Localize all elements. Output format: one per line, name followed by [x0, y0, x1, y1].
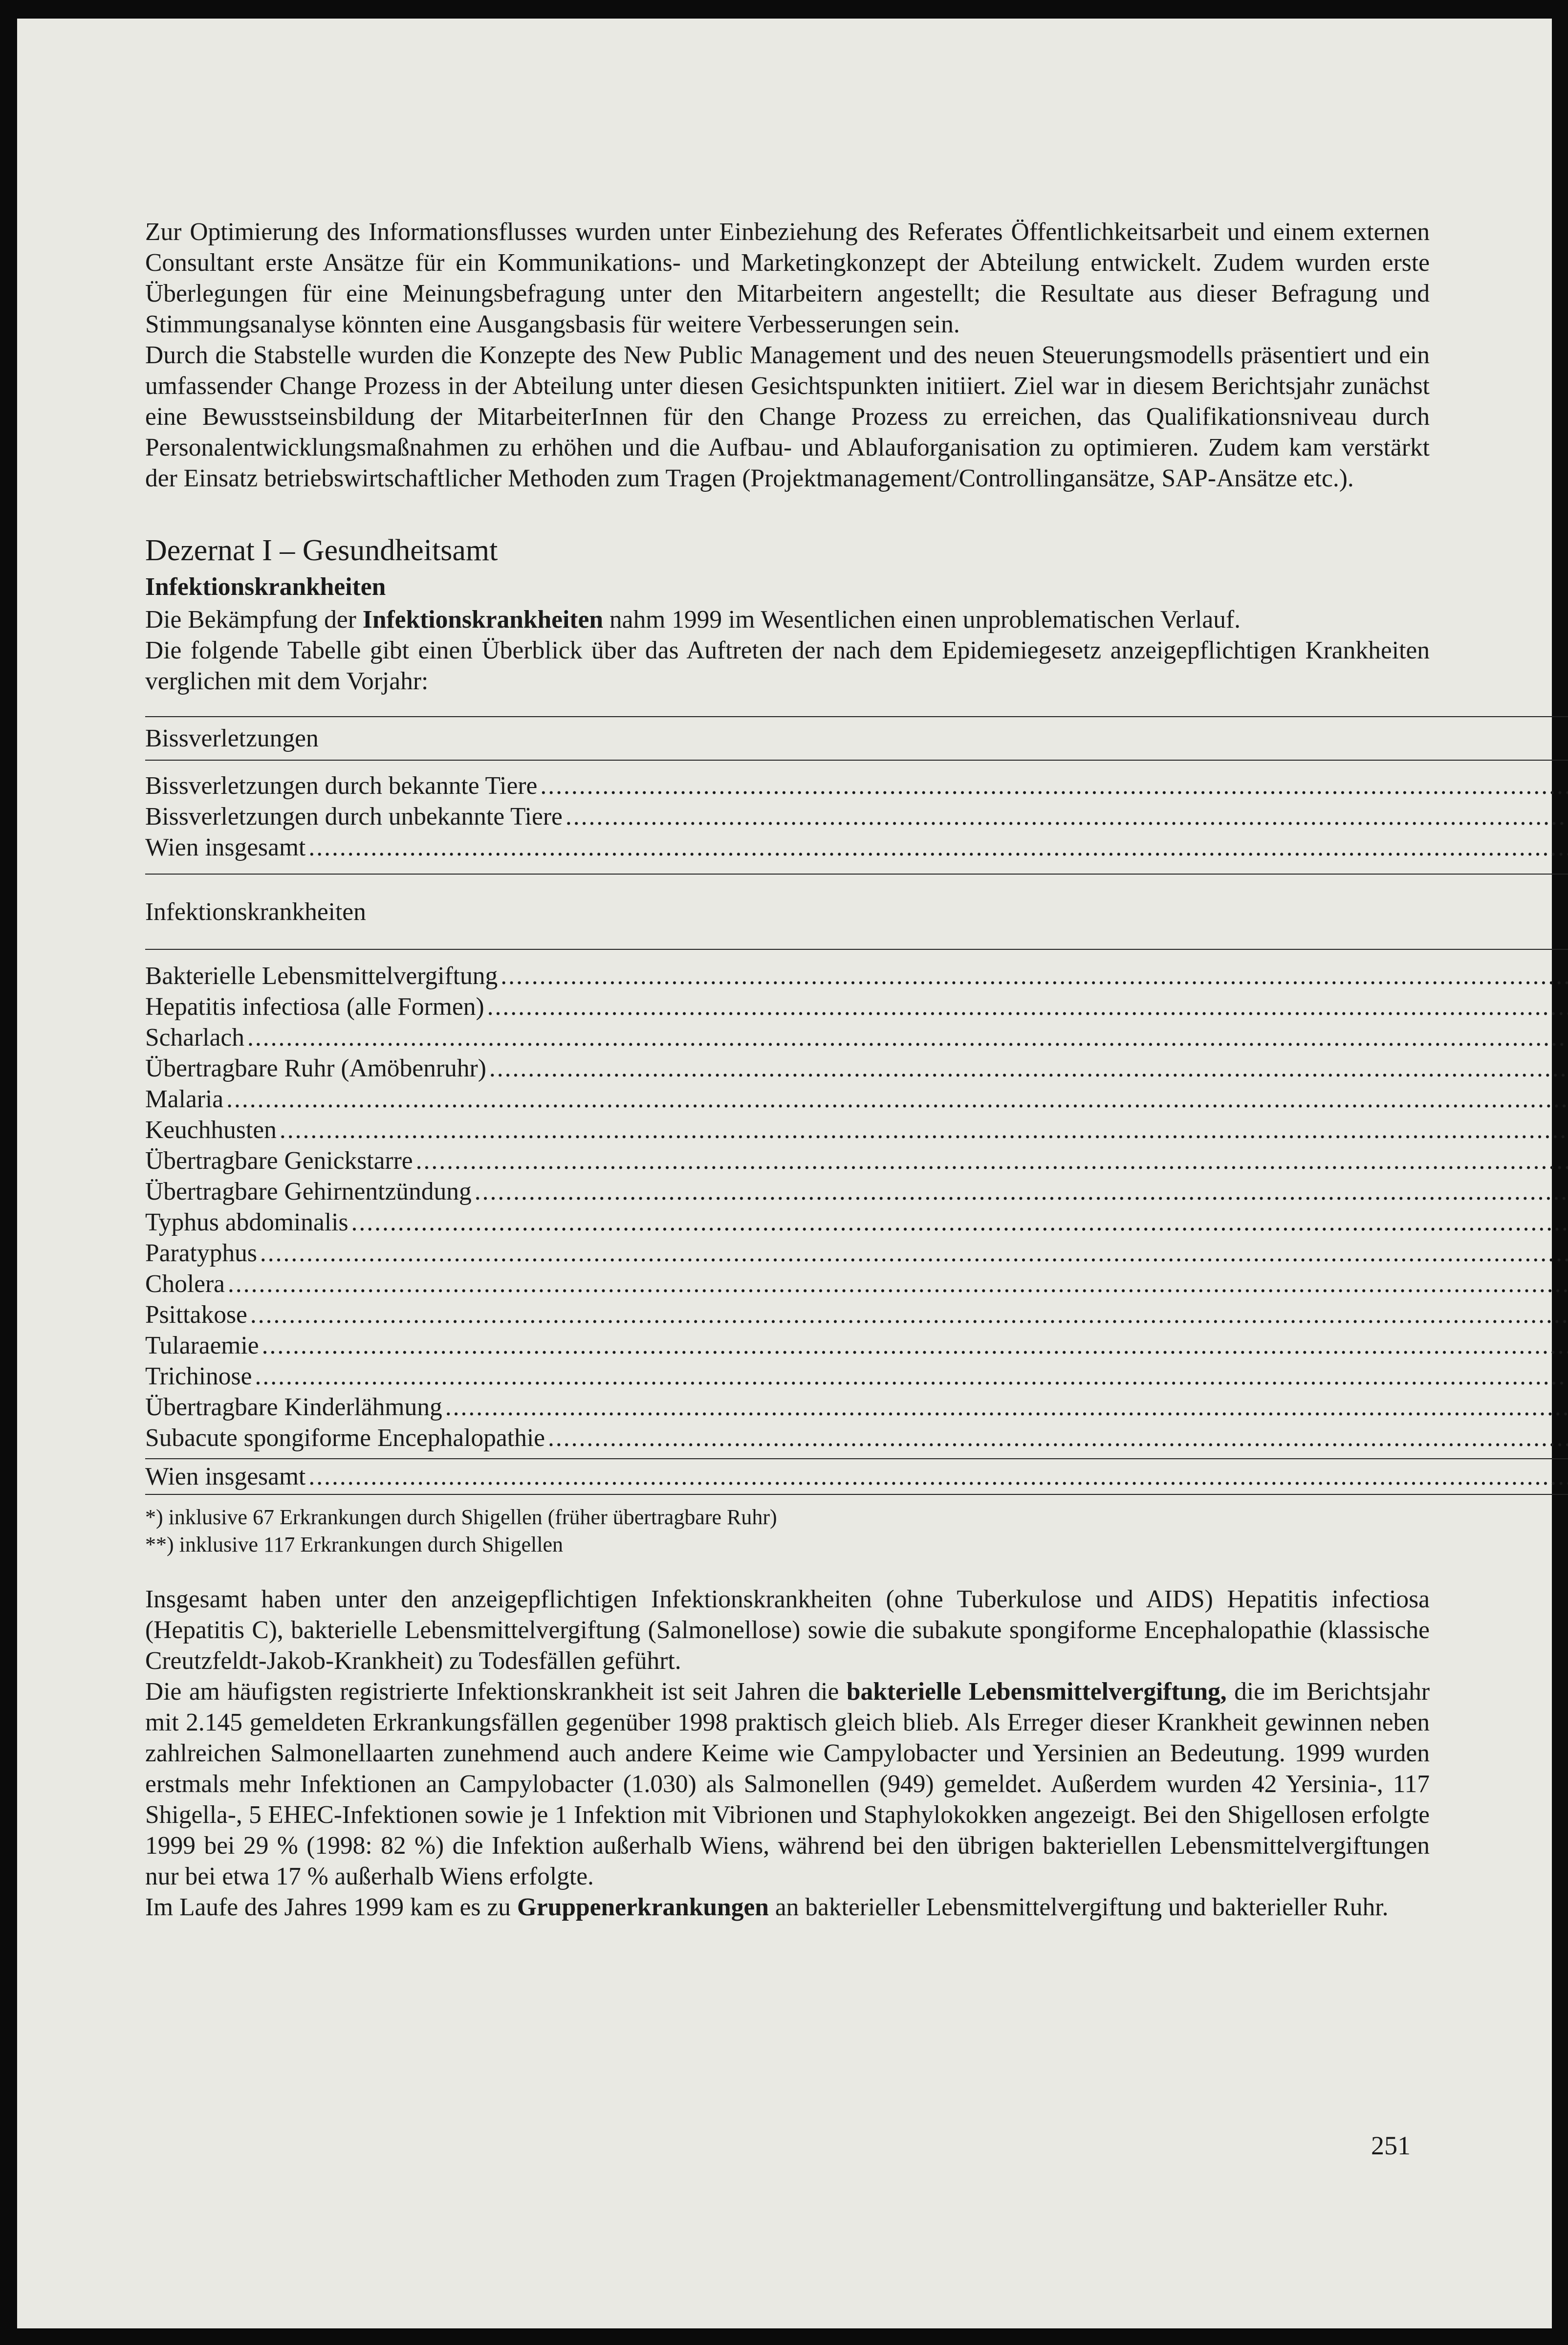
row-label: Bissverletzungen durch bekannte Tiere — [145, 772, 538, 800]
table-row — [145, 1115, 1568, 1145]
row-label: Wien insgesamt — [145, 833, 306, 861]
table-row — [145, 961, 1568, 991]
intro-paragraph-1: Zur Optimierung des Informationsflusses wurden unter Einbeziehung des Referates Öffentlichkeitsarbeit und einem externen Consultant erste Ansätze für ein Kommunikations- und Marketingkonzept der Abteilung entwickelt. Zudem wurden erste Überlegungen für eine Meinungsbefragung unter den Mitarbeitern angestellt; die Resultate aus dieser Befragung und Stimmungsanalyse könnten eine Ausgangsbasis für weitere Verbesserungen sein. — [145, 218, 1430, 338]
row-label: Typhus abdominalis — [145, 1208, 348, 1236]
row-label: Hepatitis infectiosa (alle Formen) — [145, 993, 484, 1021]
table-row — [145, 1053, 1568, 1084]
disease-table-header-top — [145, 874, 1568, 912]
bite-header-label: Bissverletzungen — [145, 724, 319, 752]
subsection-title: Infektionskrankheiten — [145, 573, 386, 601]
row-label: Psittakose — [145, 1301, 247, 1329]
table-row — [145, 1392, 1568, 1423]
document-page — [17, 19, 1552, 2328]
spacer — [145, 1453, 1568, 1459]
table-row — [145, 832, 1568, 863]
lead-paragraph-1: Die Bekämpfung der Infektionskrankheiten nahm 1999 im Wesentlichen einen unproblematischen Verlauf. — [145, 606, 1241, 634]
lead-paragraph-2: Die folgende Tabelle gibt einen Überblick über das Auftreten der nach dem Epidemiegesetz anzeigepflichtigen Krankheiten verglichen mit dem Vorjahr: — [145, 636, 1430, 695]
intro-paragraph-2: Durch die Stabstelle wurden die Konzepte des New Public Management und des neuen Steuerungsmodells präsentiert und ein umfassender Change Prozess in der Abteilung unter diesen Gesichtspunkten initiiert. Ziel war in diesem Berichtsjahr zunächst eine Bewusstseinsbildung der MitarbeiterInnen für den Change Prozess zu erreichen, das Qualifikationsniveau durch Personalentwicklungsmaßnahmen zu erhöhen und die Aufbau- und Ablauforganisation zu optimieren. Zudem kam verstärkt der Einsatz betriebswirtschaftlicher Methoden zum Tragen (Projektmanagement/Controllingansätze, SAP-Ansätze etc.). — [145, 341, 1430, 492]
row-label: Übertragbare Genickstarre — [145, 1147, 413, 1175]
section-title: Dezernat I – Gesundheitsamt — [145, 534, 498, 567]
row-label: Übertragbare Gehirnentzündung — [145, 1178, 472, 1205]
row-label: Subacute spongiforme Encephalopathie — [145, 1424, 545, 1452]
table-row — [145, 1269, 1568, 1299]
spacer — [145, 949, 1568, 961]
row-label: Bissverletzungen durch unbekannte Tiere — [145, 803, 563, 831]
table-row — [145, 991, 1568, 1022]
row-label: Malaria — [145, 1085, 224, 1113]
total-label: Wien insgesamt — [145, 1463, 306, 1490]
footnote-1: *) inklusive 67 Erkrankungen durch Shigellen (früher übertragbare Ruhr) — [145, 1505, 777, 1529]
table-row — [145, 1022, 1568, 1053]
bite-table-header — [145, 717, 1568, 760]
row-label: Bakterielle Lebensmittelvergiftung — [145, 962, 498, 990]
page-content — [145, 217, 1430, 1923]
body-paragraph-2: Die am häufigsten registrierte Infektionskrankheit ist seit Jahren die bakterielle Lebensmittelvergiftung, die im Berichtsjahr mit 2.145 gemeldeten Erkrankungsfällen gegenüber 1998 praktisch gleich blieb. Als Erreger dieser Krankheit gewinnen neben zahlreichen Salmonellaarten zunehmend auch andere Keime wie Campylobacter und Yersinien an Bedeutung. 1999 wurden erstmals mehr Infektionen an Campylobacter (1.030) als Salmonellen (949) gemeldet. Außerdem wurden 42 Yersinia-, 117 Shigella-, 5 EHEC-Infektionen sowie je 1 Infektion mit Vibrionen und Staphylokokken angezeigt. Bei den Shigellosen erfolgte 1999 bei 29 % (1998: 82 %) die Infektion außerhalb Wiens, während bei den übrigen bakteriellen Lebensmittelvergiftungen nur bei etwa 17 % außerhalb Wiens erfolgte. — [145, 1678, 1430, 1890]
table-row — [145, 1207, 1568, 1238]
row-label: Übertragbare Kinderlähmung — [145, 1393, 442, 1421]
row-label: Keuchhusten — [145, 1116, 277, 1144]
table-row — [145, 1145, 1568, 1176]
row-label: Paratyphus — [145, 1239, 257, 1267]
table-row — [145, 1176, 1568, 1207]
row-label: Tularaemie — [145, 1332, 259, 1359]
row-label: Trichinose — [145, 1362, 252, 1390]
bite-table — [145, 716, 1568, 863]
table-row — [145, 1361, 1568, 1392]
table-row — [145, 1330, 1568, 1361]
row-label: Cholera — [145, 1270, 225, 1298]
table-row — [145, 1423, 1568, 1453]
row-label: Scharlach — [145, 1024, 245, 1052]
table-row — [145, 1084, 1568, 1115]
row-label: Übertragbare Ruhr (Amöbenruhr) — [145, 1054, 486, 1082]
body-paragraph-1: Insgesamt haben unter den anzeigepflichtigen Infektionskrankheiten (ohne Tuberkulose und AIDS) Hepatitis infectiosa (Hepatitis C), bakterielle Lebensmittelvergiftung (Salmonellose) sowie die subakute spongiforme Encephalopathie (klassische Creutzfeldt-Jakob-Krankheit) zu Todesfällen geführt. — [145, 1585, 1430, 1675]
table-row — [145, 1238, 1568, 1269]
spacer — [145, 760, 1568, 770]
table-row — [145, 770, 1568, 801]
disease-header-label: Infektionskrankheiten — [145, 874, 1568, 949]
body-paragraph-3: Im Laufe des Jahres 1999 kam es zu Gruppenerkrankungen an bakterieller Lebensmittelvergiftung und bakterieller Ruhr. — [145, 1893, 1389, 1921]
table-row — [145, 801, 1568, 832]
disease-total-row — [145, 1459, 1568, 1494]
page-number: 251 — [1371, 2131, 1411, 2160]
table-row — [145, 1299, 1568, 1330]
disease-table — [145, 874, 1568, 1495]
footnote-2: **) inklusive 117 Erkrankungen durch Shigellen — [145, 1533, 563, 1556]
